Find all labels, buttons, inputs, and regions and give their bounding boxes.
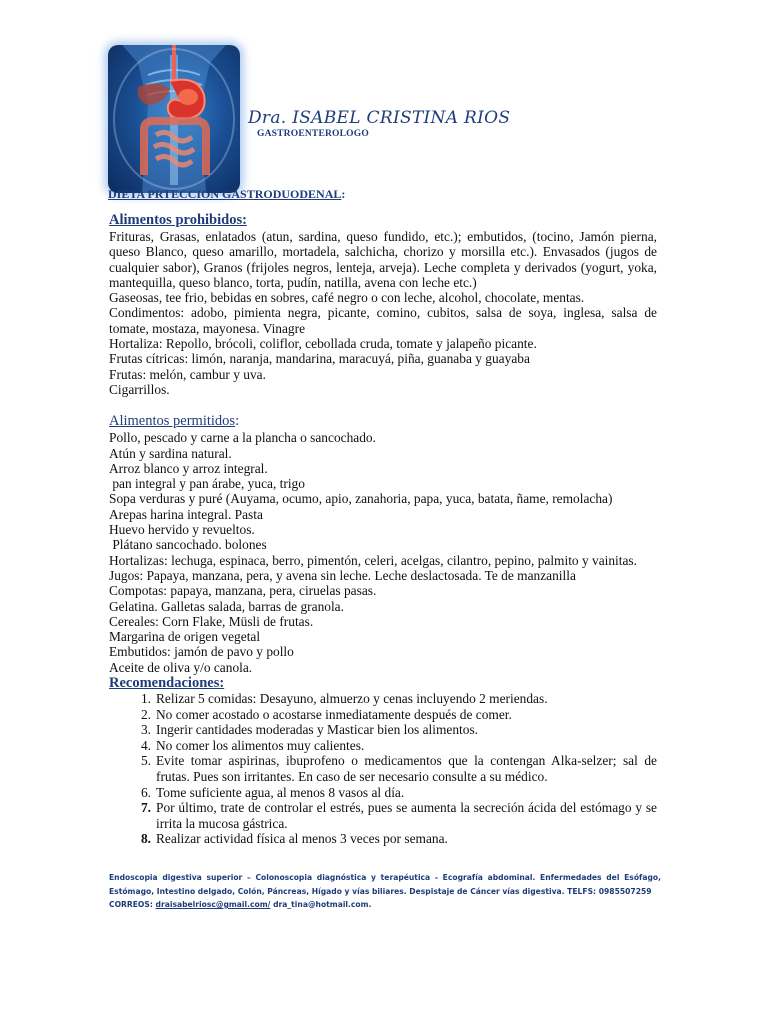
prohibited-heading: Alimentos prohibidos: (109, 212, 247, 228)
recommendation-item (109, 753, 657, 784)
allowed-heading-text: Alimentos permitidos (109, 413, 236, 430)
recommendations-list (109, 691, 657, 847)
allowed-heading-suffix: : (235, 413, 240, 430)
allowed-heading (109, 412, 657, 430)
digestive-system-icon (108, 45, 240, 193)
allowed-item: Arroz blanco y arroz integral. (109, 460, 268, 476)
prohibited-item: Cigarrillos. (109, 381, 170, 397)
recommendation-text: Ingerir cantidades moderadas y Masticar bien los alimentos. (156, 722, 479, 738)
recommendation-number: 4. (140, 737, 151, 753)
allowed-item: pan integral y pan árabe, yuca, trigo (109, 476, 305, 492)
recommendation-text: No comer acostado o acostarse inmediatamente después de comer. (156, 706, 512, 722)
allowed-item: Jugos: Papaya, manzana, pera, y avena sin leche. Leche deslactosada. Te de manzanilla (109, 567, 576, 583)
recommendation-number: 2. (140, 706, 151, 722)
recommendation-item (109, 691, 657, 707)
diet-title (108, 187, 345, 202)
recommendation-item (109, 707, 657, 723)
allowed-item: Embutidos: jamón de pavo y pollo (109, 644, 294, 660)
diet-title-text: DIETA PRTECCION GASTRODUODENAL (108, 187, 342, 201)
digestive-system-logo (108, 45, 240, 193)
prohibited-item: Frutas cítricas: limón, naranja, mandarina, maracuyá, piña, guanaba y guayaba (109, 351, 530, 367)
recommendation-number: 1. (140, 691, 151, 707)
allowed-item: Huevo hervido y revueltos. (109, 522, 255, 538)
allowed-item: Arepas harina integral. Pasta (109, 506, 263, 522)
allowed-item: Margarina de origen vegetal (109, 629, 261, 645)
prohibited-item: Gaseosas, tee frio, bebidas en sobres, café negro o con leche, alcohol, chocolate, mentas. (109, 290, 585, 306)
recommendation-number: 7. (140, 800, 151, 816)
allowed-item: Gelatina. Galletas salada, barras de granola. (109, 598, 344, 614)
recommendation-number: 6. (140, 784, 151, 800)
recommendation-item (109, 831, 657, 847)
recommendation-text: Relizar 5 comidas: Desayuno, almuerzo y cenas incluyendo 2 meriendas. (156, 691, 548, 707)
allowed-item: Plátano sancochado. bolones (109, 537, 267, 553)
recommendation-text: No comer los alimentos muy calientes. (156, 737, 365, 753)
email-link-1[interactable]: draisabelriosc@gmail.com/ (155, 900, 271, 909)
section-spacer (109, 397, 657, 412)
recommendation-item (109, 738, 657, 754)
recommendation-number: 8. (140, 831, 151, 847)
allowed-item: Aceite de oliva y/o canola. (109, 659, 253, 675)
footer-emails-label: CORREOS: (109, 900, 153, 909)
recommendations-heading: Recomendaciones: (109, 675, 225, 692)
allowed-item: Pollo, pescado y carne a la plancha o sancochado. (109, 430, 376, 446)
footer-services: Endoscopia digestiva superior – Colonoscopia diagnóstica y terapéutica - Ecografía abdominal. Enfermedades del Esófago, Estómago, Intestino delgado, Colón, Páncreas, Hígado y vías biliares. Despistaje de Cáncer vías digestiva. TELFS: 0985507259 (109, 873, 661, 896)
email-2: dra_tina@hotmail.com. (273, 900, 372, 909)
recommendation-number: 5. (140, 753, 151, 769)
recommendation-text: Realizar actividad física al menos 3 veces por semana. (156, 831, 448, 847)
allowed-item: Cereales: Corn Flake, Müsli de frutas. (109, 613, 314, 629)
diet-content (109, 211, 657, 847)
diet-title-suffix: : (341, 187, 346, 201)
allowed-item: Atún y sardina natural. (109, 445, 232, 461)
prohibited-item: Hortaliza: Repollo, brócoli, coliflor, cebollada cruda, tomate y jalapeño picante. (109, 336, 537, 352)
doctor-name: Dra. ISABEL CRISTINA RIOS (248, 108, 511, 128)
prohibited-item: Frituras, Grasas, enlatados (atun, sardina, queso fundido, etc.); embutidos, (tocino, Jamón pierna, queso Blanco, queso amarillo, mortadela, salchicha, chorizo y morsilla etc.). Envasados (jugos de cualquier sabor), Granos (frijoles negros, lenteja, arveja). Leche completa y derivados (yogurt, yoka, mantequilla, queso blanco, torta, pudín, natilla, avena con leche etc.) (109, 229, 657, 290)
recommendation-item (109, 800, 657, 831)
recommendation-text: Tome suficiente agua, al menos 8 vasos al día. (156, 784, 405, 800)
doctor-specialty: GASTROENTEROLOGO (257, 129, 369, 139)
recommendation-item (109, 785, 657, 801)
recommendation-item (109, 722, 657, 738)
allowed-item: Hortalizas: lechuga, espinaca, berro, pimentón, celeri, acelgas, cilantro, pepino, palmito y vainitas. (109, 552, 637, 568)
recommendation-number: 3. (140, 722, 151, 738)
recommendation-text: Evite tomar aspirinas, ibuprofeno o medicamentos que la contengan Alka-selzer; sal de frutas. Pues son irritantes. En caso de ser necesario consulte a su médico. (156, 753, 657, 784)
allowed-item: Compotas: papaya, manzana, pera, ciruelas pasas. (109, 583, 377, 599)
allowed-item: Sopa verduras y puré (Auyama, ocumo, apio, zanahoria, papa, yuca, batata, ñame, remolacha) (109, 491, 613, 507)
footer-contact (109, 871, 661, 912)
prohibited-item: Frutas: melón, cambur y uva. (109, 366, 266, 382)
prohibited-item: Condimentos: adobo, pimienta negra, picante, comino, cubitos, salsa de soya, inglesa, salsa de tomate, mostaza, mayonesa. Vinagre (109, 305, 657, 336)
recommendation-text: Por último, trate de controlar el estrés, pues se aumenta la secreción ácida del estómago y se irrita la mucosa gástrica. (156, 800, 657, 831)
